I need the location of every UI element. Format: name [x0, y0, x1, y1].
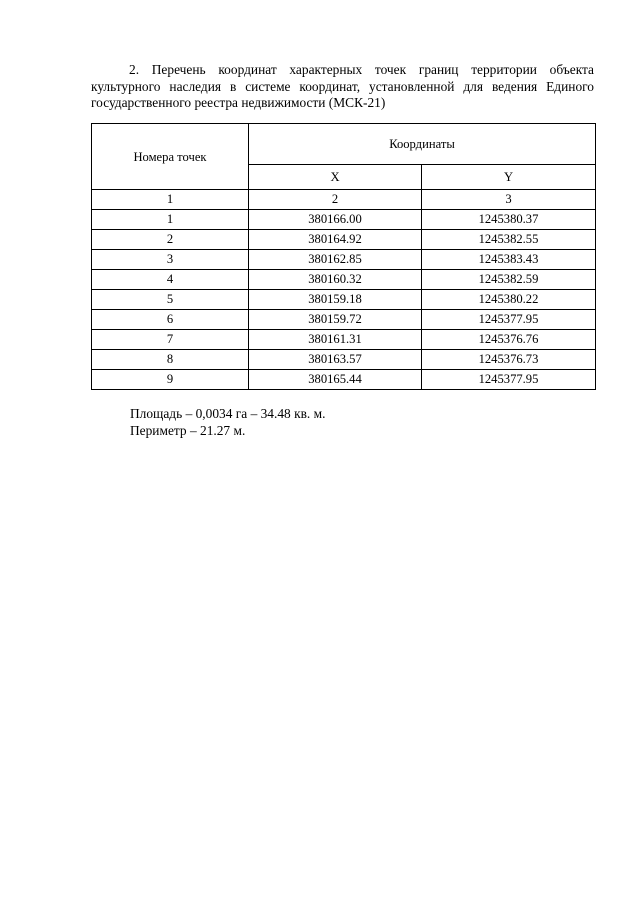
y-coordinate-cell: 1245382.59 [422, 270, 596, 290]
table-row [92, 350, 596, 370]
point-number-cell: 5 [92, 290, 249, 310]
x-coordinate-cell: 380165.44 [249, 370, 422, 390]
y-coordinate-cell: 1245376.76 [422, 330, 596, 350]
point-number-cell: 8 [92, 350, 249, 370]
table-row [92, 250, 596, 270]
x-coordinate-cell: 380159.18 [249, 290, 422, 310]
x-coordinate-cell: 380159.72 [249, 310, 422, 330]
section-heading: 2. Перечень координат характерных точек границ территории объекта культурного наследия в системе координат, установленной для ведения Единого государственного реестра недвижимости (МСК-21) [91, 62, 594, 111]
header-coordinates: Координаты [249, 124, 596, 165]
header-y: Y [422, 165, 596, 190]
y-coordinate-cell: 1245383.43 [422, 250, 596, 270]
index-cell-1: 1 [92, 190, 249, 210]
coordinates-table-body [92, 124, 596, 390]
table-header-row [92, 124, 596, 165]
header-x: X [249, 165, 422, 190]
index-cell-3: 3 [422, 190, 596, 210]
y-coordinate-cell: 1245380.22 [422, 290, 596, 310]
index-cell-2: 2 [249, 190, 422, 210]
point-number-cell: 6 [92, 310, 249, 330]
table-row [92, 210, 596, 230]
table-row [92, 370, 596, 390]
y-coordinate-cell: 1245376.73 [422, 350, 596, 370]
point-number-cell: 1 [92, 210, 249, 230]
table-index-row [92, 190, 596, 210]
x-coordinate-cell: 380166.00 [249, 210, 422, 230]
x-coordinate-cell: 380160.32 [249, 270, 422, 290]
table-row [92, 270, 596, 290]
x-coordinate-cell: 380161.31 [249, 330, 422, 350]
y-coordinate-cell: 1245377.95 [422, 370, 596, 390]
table-row [92, 310, 596, 330]
x-coordinate-cell: 380164.92 [249, 230, 422, 250]
summary-block [130, 405, 590, 439]
x-coordinate-cell: 380163.57 [249, 350, 422, 370]
coordinates-table [91, 123, 596, 390]
table-row [92, 290, 596, 310]
header-point-numbers: Номера точек [92, 124, 249, 190]
y-coordinate-cell: 1245380.37 [422, 210, 596, 230]
perimeter-text: Периметр – 21.27 м. [130, 423, 246, 438]
table-row [92, 230, 596, 250]
point-number-cell: 4 [92, 270, 249, 290]
area-text: Площадь – 0,0034 га – 34.48 кв. м. [130, 406, 326, 421]
y-coordinate-cell: 1245382.55 [422, 230, 596, 250]
point-number-cell: 9 [92, 370, 249, 390]
y-coordinate-cell: 1245377.95 [422, 310, 596, 330]
point-number-cell: 3 [92, 250, 249, 270]
point-number-cell: 7 [92, 330, 249, 350]
point-number-cell: 2 [92, 230, 249, 250]
table-row [92, 330, 596, 350]
x-coordinate-cell: 380162.85 [249, 250, 422, 270]
